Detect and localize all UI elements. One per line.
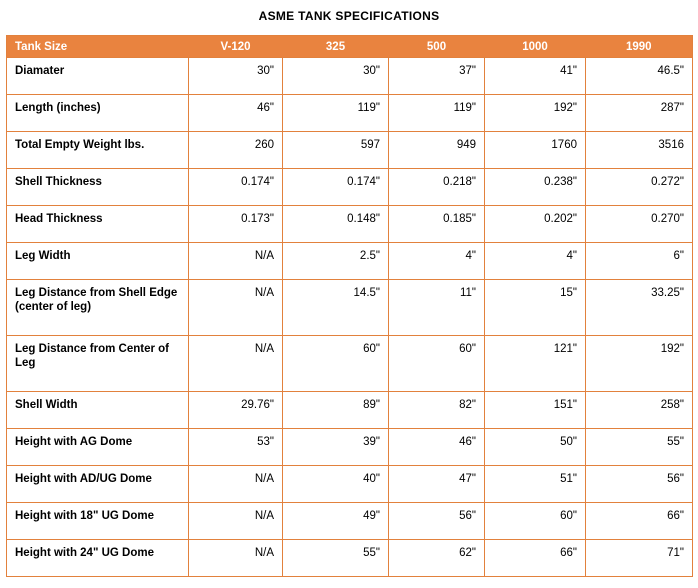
cell-s500: 60"	[389, 336, 485, 392]
cell-s1000: 50"	[485, 429, 586, 466]
cell-s500: 0.218"	[389, 169, 485, 206]
table-row	[7, 206, 693, 243]
row-label: Head Thickness	[7, 206, 189, 243]
table-row	[7, 169, 693, 206]
cell-s1000: 192"	[485, 95, 586, 132]
cell-s1990: 71"	[586, 540, 693, 577]
tank-specifications-table	[6, 35, 693, 577]
column-header-500: 500	[389, 36, 485, 58]
cell-s500: 62"	[389, 540, 485, 577]
cell-v120: N/A	[189, 336, 283, 392]
cell-s1990: 0.270"	[586, 206, 693, 243]
spec-table-container	[0, 35, 698, 577]
cell-s500: 119"	[389, 95, 485, 132]
row-label: Height with AD/UG Dome	[7, 466, 189, 503]
cell-s1990: 33.25"	[586, 280, 693, 336]
row-label: Height with 18" UG Dome	[7, 503, 189, 540]
table-row	[7, 392, 693, 429]
cell-s500: 4"	[389, 243, 485, 280]
cell-s325: 89"	[283, 392, 389, 429]
row-label: Leg Width	[7, 243, 189, 280]
column-header-325: 325	[283, 36, 389, 58]
cell-v120: N/A	[189, 466, 283, 503]
cell-s1990: 55"	[586, 429, 693, 466]
cell-s1000: 60"	[485, 503, 586, 540]
cell-s500: 949	[389, 132, 485, 169]
cell-s1990: 258"	[586, 392, 693, 429]
cell-s500: 56"	[389, 503, 485, 540]
row-label: Height with 24" UG Dome	[7, 540, 189, 577]
cell-s500: 37"	[389, 58, 485, 95]
column-header-v-120: V-120	[189, 36, 283, 58]
cell-s1000: 1760	[485, 132, 586, 169]
cell-s1000: 151"	[485, 392, 586, 429]
cell-s500: 82"	[389, 392, 485, 429]
cell-s1000: 121"	[485, 336, 586, 392]
row-label: Length (inches)	[7, 95, 189, 132]
cell-s325: 597	[283, 132, 389, 169]
cell-s1990: 192"	[586, 336, 693, 392]
cell-s500: 0.185"	[389, 206, 485, 243]
table-row	[7, 466, 693, 503]
row-label: Leg Distance from Center of Leg	[7, 336, 189, 392]
row-label: Leg Distance from Shell Edge (center of leg)	[7, 280, 189, 336]
table-header	[7, 36, 693, 58]
row-label: Height with AG Dome	[7, 429, 189, 466]
column-header-1990: 1990	[586, 36, 693, 58]
cell-s325: 119"	[283, 95, 389, 132]
page-title: ASME TANK SPECIFICATIONS	[258, 9, 440, 23]
cell-s1990: 56"	[586, 466, 693, 503]
cell-v120: 29.76"	[189, 392, 283, 429]
cell-s1000: 66"	[485, 540, 586, 577]
cell-s1990: 0.272"	[586, 169, 693, 206]
cell-s1000: 0.238"	[485, 169, 586, 206]
cell-v120: N/A	[189, 540, 283, 577]
cell-v120: 0.174"	[189, 169, 283, 206]
cell-s1990: 3516	[586, 132, 693, 169]
table-row	[7, 503, 693, 540]
cell-s1990: 66"	[586, 503, 693, 540]
table-row	[7, 429, 693, 466]
cell-v120: N/A	[189, 280, 283, 336]
cell-v120: N/A	[189, 503, 283, 540]
cell-s1000: 41"	[485, 58, 586, 95]
cell-v120: 30"	[189, 58, 283, 95]
cell-s1000: 15"	[485, 280, 586, 336]
table-row	[7, 95, 693, 132]
cell-s325: 40"	[283, 466, 389, 503]
table-header-row	[7, 36, 693, 58]
cell-v120: 260	[189, 132, 283, 169]
cell-s1000: 0.202"	[485, 206, 586, 243]
row-label: Diamater	[7, 58, 189, 95]
column-header-1000: 1000	[485, 36, 586, 58]
cell-s1990: 6"	[586, 243, 693, 280]
cell-s500: 47"	[389, 466, 485, 503]
table-body	[7, 58, 693, 577]
cell-s325: 60"	[283, 336, 389, 392]
cell-s325: 55"	[283, 540, 389, 577]
cell-v120: 53"	[189, 429, 283, 466]
cell-s325: 30"	[283, 58, 389, 95]
table-row	[7, 58, 693, 95]
cell-s1000: 4"	[485, 243, 586, 280]
table-row	[7, 280, 693, 336]
cell-s325: 2.5"	[283, 243, 389, 280]
cell-s500: 46"	[389, 429, 485, 466]
row-label: Shell Width	[7, 392, 189, 429]
cell-s325: 0.174"	[283, 169, 389, 206]
cell-s325: 49"	[283, 503, 389, 540]
table-row	[7, 336, 693, 392]
column-header-tank-size: Tank Size	[7, 36, 189, 58]
cell-s325: 14.5"	[283, 280, 389, 336]
cell-s325: 39"	[283, 429, 389, 466]
cell-v120: 46"	[189, 95, 283, 132]
row-label: Shell Thickness	[7, 169, 189, 206]
table-row	[7, 243, 693, 280]
cell-s500: 11"	[389, 280, 485, 336]
table-row	[7, 132, 693, 169]
cell-s1990: 46.5"	[586, 58, 693, 95]
table-row	[7, 540, 693, 577]
cell-s325: 0.148"	[283, 206, 389, 243]
cell-v120: N/A	[189, 243, 283, 280]
cell-s1990: 287"	[586, 95, 693, 132]
cell-v120: 0.173"	[189, 206, 283, 243]
cell-s1000: 51"	[485, 466, 586, 503]
row-label: Total Empty Weight lbs.	[7, 132, 189, 169]
